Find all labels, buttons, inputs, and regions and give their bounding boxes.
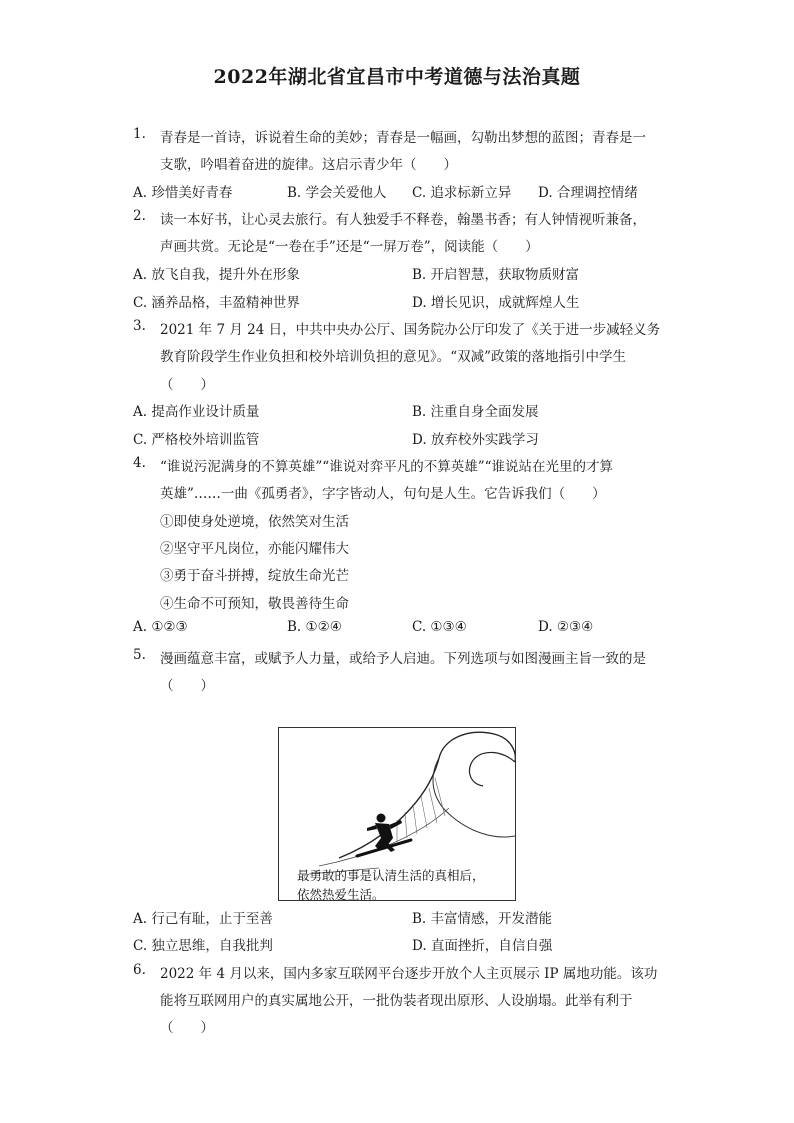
statement-item: ④生命不可预知，敬畏善待生命 — [160, 596, 349, 612]
option-a: A. ①②③ — [133, 619, 188, 635]
option-d: D. 直面挫折，自信自强 — [412, 938, 553, 954]
option-c: C. 追求标新立异 — [412, 185, 512, 201]
question-number: 4. — [133, 455, 146, 471]
option-d: D. 放弃校外实践学习 — [412, 432, 539, 448]
question-number: 1. — [133, 126, 146, 142]
question-number: 5. — [133, 647, 146, 663]
caption-line: 最勇敢的事是认清生活的真相后， — [297, 868, 485, 883]
option-a: A. 提高作业设计质量 — [133, 404, 260, 420]
question-number: 3. — [133, 318, 146, 334]
option-d: D. ②③④ — [538, 619, 594, 635]
question-text-line: 2021 年 7 月 24 日，中共中央办公厅、国务院办公厅印发了《关于进一步减轻义务 — [160, 322, 661, 338]
option-b: B. ①②④ — [287, 619, 342, 635]
option-a: A. 放飞自我，提升外在形象 — [133, 267, 300, 283]
option-b: B. 注重自身全面发展 — [412, 404, 539, 420]
question-text-line: “谁说污泥满身的不算英雄”“谁说对弈平凡的不算英雄”“谁说站在光里的才算 — [160, 459, 614, 475]
statement-item: ①即使身处逆境，依然笑对生活 — [160, 514, 349, 530]
cartoon-caption — [297, 866, 485, 901]
question-text-line: 声画共赏。无论是“一卷在手”还是“一屏万卷”，阅读能（ ） — [160, 239, 539, 255]
question-text-line: 读一本好书，让心灵去旅行。有人独爱手不释卷，翰墨书香；有人钟情视听兼备， — [160, 212, 646, 228]
statement-item: ③勇于奋斗拼搏，绽放生命光芒 — [160, 568, 349, 584]
question-text-line: 漫画蕴意丰富，或赋予人力量，或给予人启迪。下列选项与如图漫画主旨一致的是 — [160, 651, 646, 667]
question-text-line: 2022 年 4 月以来，国内多家互联网平台逐步开放个人主页展示 IP 属地功能。该功 — [160, 966, 658, 982]
cartoon-image — [278, 727, 516, 901]
caption-line: 依然热爱生活。 — [297, 887, 385, 901]
question-text-line: 能将互联网用户的真实属地公开，一批伪装者现出原形、人设崩塌。此举有利于 — [160, 993, 633, 1009]
option-b: B. 学会关爱他人 — [287, 185, 387, 201]
option-d: D. 增长见识，成就辉煌人生 — [412, 295, 580, 311]
question-text-line: 支歌，吟唱着奋进的旋律。这启示青少年（ ） — [160, 157, 457, 173]
option-c: C. 独立思维，自我批判 — [133, 938, 273, 954]
page-title: 2022年湖北省宜昌市中考道德与法治真题 — [213, 66, 581, 88]
option-c: C. 严格校外培训监管 — [133, 432, 260, 448]
option-c: C. 涵养品格，丰盈精神世界 — [133, 295, 300, 311]
question-text-line: （ ） — [160, 1020, 214, 1036]
question-text-line: 青春是一首诗，诉说着生命的美妙；青春是一幅画，勾勒出梦想的蓝图；青春是一 — [160, 130, 646, 146]
option-d: D. 合理调控情绪 — [538, 185, 638, 201]
question-text-line: （ ） — [160, 678, 214, 694]
statement-item: ②坚守平凡岗位，亦能闪耀伟大 — [160, 541, 349, 557]
option-c: C. ①③④ — [412, 619, 467, 635]
question-number: 2. — [133, 208, 146, 224]
question-text-line: 英雄”……一曲《孤勇者》，字字皆动人，句句是人生。它告诉我们（ ） — [160, 486, 606, 502]
option-a: A. 珍惜美好青春 — [133, 185, 233, 201]
question-text-line: 教育阶段学生作业负担和校外培训负担的意见》。“双减”政策的落地指引中学生 — [160, 349, 627, 365]
option-b: B. 开启智慧，获取物质财富 — [412, 267, 580, 283]
option-b: B. 丰富情感，开发潜能 — [412, 911, 553, 927]
option-a: A. 行己有耻，止于至善 — [133, 911, 273, 927]
question-number: 6. — [133, 962, 146, 978]
question-text-line: （ ） — [160, 377, 214, 393]
